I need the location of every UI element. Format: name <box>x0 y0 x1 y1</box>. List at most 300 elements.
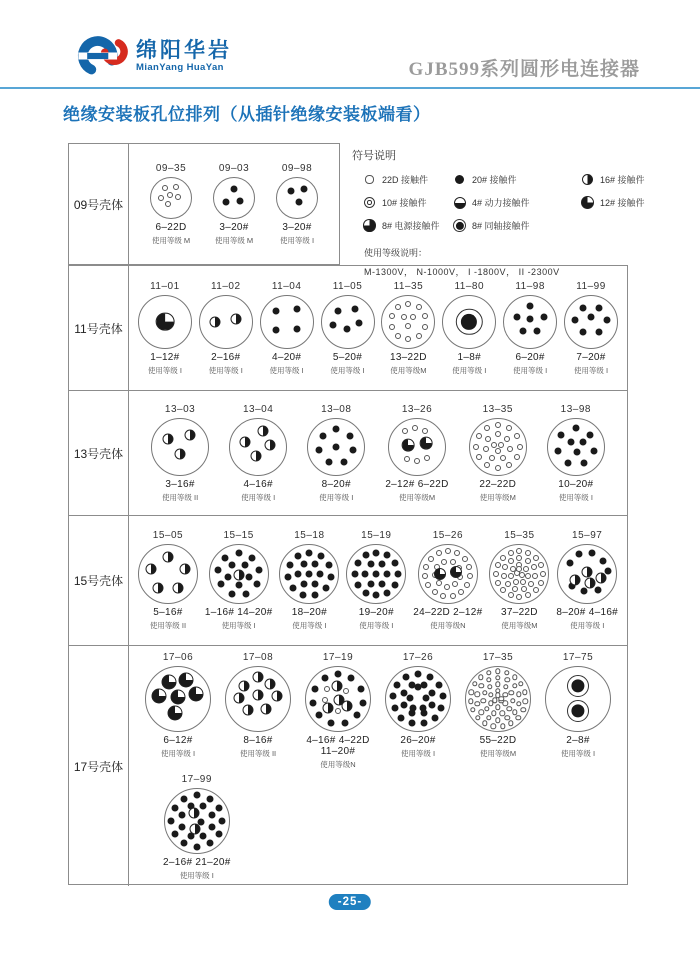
contact-hole-d22 <box>491 710 496 715</box>
connector-arrangement-label: 1–12# <box>150 351 180 363</box>
contact-hole-d22 <box>489 455 495 461</box>
contact-hole-d22 <box>324 686 330 692</box>
contact-hole-p20 <box>513 314 520 321</box>
connector-title: 11–98 <box>515 280 545 292</box>
contact-hole-d22 <box>523 699 528 704</box>
connector-face <box>225 666 291 732</box>
contact-hole-p20 <box>229 562 236 569</box>
contact-hole-p20 <box>294 306 301 313</box>
contact-hole-d22 <box>513 579 519 585</box>
connector-face <box>209 544 269 604</box>
contact-hole-p20 <box>429 689 436 696</box>
company-name-en: MianYang HuaYan <box>136 62 224 73</box>
connector-15-19 <box>346 530 406 631</box>
contact-hole-p20 <box>200 832 207 839</box>
contact-hole-p20 <box>300 561 307 568</box>
contact-hole-p12 <box>167 706 182 721</box>
contact-hole-p12 <box>450 566 462 578</box>
contact-hole-p16 <box>233 570 244 581</box>
connector-grade: 使用等级 I <box>330 365 365 375</box>
contact-hole-d22 <box>441 559 447 565</box>
connector-grade: 使用等级 I <box>269 365 304 375</box>
contact-hole-p20 <box>322 585 329 592</box>
contact-hole-p20 <box>573 449 580 456</box>
connector-arrangement-label: 22–22D <box>479 478 517 490</box>
contact-hole-p20 <box>294 552 301 559</box>
contact-hole-p20 <box>206 840 213 847</box>
contact-hole-p16 <box>570 574 581 585</box>
contact-hole-d22 <box>466 564 472 570</box>
connector-grade: 使用等级 I <box>513 365 548 375</box>
contact-hole-p20 <box>579 439 586 446</box>
contact-hole-p20 <box>587 431 594 438</box>
row-label-text: 13号壳体 <box>73 446 124 461</box>
contact-hole-p20 <box>215 805 222 812</box>
contact-hole-p20 <box>325 562 332 569</box>
legend-item-p10 <box>362 195 452 210</box>
connector-arrangement-label: 4–16# <box>243 478 273 490</box>
connector-11-02 <box>199 281 253 376</box>
contact-hole-d22 <box>540 571 546 577</box>
connector-grade: 使用等级 M <box>214 235 254 245</box>
contact-hole-p20 <box>362 552 369 559</box>
contact-hole-d22 <box>516 701 521 706</box>
connector-title: 17–19 <box>322 652 354 663</box>
contact-hole-d22 <box>528 581 534 587</box>
contact-hole-d22 <box>495 448 501 454</box>
contact-hole-p20 <box>300 591 307 598</box>
connector-face <box>489 544 549 604</box>
contact-hole-p20 <box>373 592 380 599</box>
contact-hole-d22 <box>538 580 544 586</box>
contact-hole-p16 <box>265 440 276 451</box>
contact-hole-p20 <box>407 694 414 701</box>
contact-hole-p20 <box>378 580 385 587</box>
contact-hole-p20 <box>348 675 355 682</box>
contact-hole-d22 <box>538 562 544 568</box>
contact-hole-p16 <box>582 567 593 578</box>
connector-title: 11–02 <box>210 280 241 292</box>
contact-hole-p20 <box>431 714 438 721</box>
connector-face <box>305 666 371 732</box>
contact-hole-p20 <box>273 327 280 334</box>
contact-hole-p12 <box>162 674 177 689</box>
contact-hole-p20 <box>595 304 602 311</box>
contact-hole-p20 <box>346 432 353 439</box>
contact-hole-d22 <box>520 579 526 585</box>
connector-grade: 使用等级 I <box>452 365 487 375</box>
contact-hole-p20 <box>208 811 215 818</box>
contact-hole-p20 <box>223 199 230 206</box>
connector-face <box>465 666 531 732</box>
contact-hole-d22 <box>509 690 514 695</box>
contact-hole-p20 <box>351 571 358 578</box>
connector-17-75 <box>545 652 611 770</box>
connector-grade: 使用等级 I <box>292 621 327 630</box>
contact-hole-p20 <box>527 316 534 323</box>
contact-p16-icon <box>580 172 595 187</box>
connector-grade: 使用等级N <box>320 760 356 769</box>
contact-hole-d22 <box>481 698 486 703</box>
contact-hole-p20 <box>178 812 185 819</box>
contact-hole-d22 <box>389 313 395 319</box>
legend-item-p4 <box>452 195 580 210</box>
contact-hole-d22 <box>533 555 539 561</box>
connector-face <box>503 295 557 349</box>
contact-hole-d22 <box>498 442 504 448</box>
connector-grade: 使用等级 I <box>241 492 276 502</box>
row-label-13 <box>69 391 129 515</box>
contact-hole-p16 <box>180 564 191 575</box>
connector-11-05 <box>321 281 375 376</box>
connector-arrangement-label: 6–20# <box>515 351 545 363</box>
legend-item-p16 <box>580 172 690 187</box>
row-label-text: 17号壳体 <box>73 759 124 774</box>
contact-hole-d22 <box>444 584 450 590</box>
contact-hole-d22 <box>404 456 410 462</box>
contact-hole-d22 <box>458 589 464 595</box>
connector-17-35 <box>465 652 531 770</box>
connector-title: 15–05 <box>152 530 184 541</box>
contact-hole-p20 <box>249 555 256 562</box>
contact-hole-p20 <box>180 795 187 802</box>
connector-face <box>564 295 618 349</box>
connector-arrangement-label: 3–20# <box>219 221 249 233</box>
connector-face <box>381 295 435 349</box>
connector-face <box>138 544 198 604</box>
contact-hole-d22 <box>525 558 531 564</box>
legend-item-d22 <box>362 172 452 187</box>
contact-hole-d22 <box>436 580 442 586</box>
contact-hole-d22 <box>484 425 490 431</box>
contact-hole-p20 <box>225 574 232 581</box>
contact-hole-p20 <box>316 447 323 454</box>
contact-hole-p20 <box>590 447 597 454</box>
contact-hole-p20 <box>595 328 602 335</box>
contact-hole-d22 <box>422 573 428 579</box>
connector-face <box>150 177 192 219</box>
contact-hole-d22 <box>512 683 517 688</box>
row-label-15 <box>69 516 129 645</box>
contact-hole-d22 <box>525 573 531 579</box>
contact-hole-p16 <box>257 425 268 436</box>
contact-hole-d22 <box>495 562 501 568</box>
contact-hole-d22 <box>491 442 497 448</box>
connector-arrangement-label: 8–20# <box>321 478 351 490</box>
contact-hole-p20 <box>581 588 588 595</box>
contact-hole-d22 <box>503 684 508 689</box>
contact-hole-d22 <box>464 582 470 588</box>
legend-item-p20 <box>452 172 580 187</box>
connector-13-08 <box>307 404 365 503</box>
contact-hole-p20 <box>333 426 340 433</box>
contact-hole-p20 <box>576 551 583 558</box>
table-row-shell-13 <box>69 391 627 516</box>
contact-hole-p20 <box>400 702 407 709</box>
legend-item-p8p <box>362 218 452 233</box>
contact-hole-p20 <box>296 198 303 205</box>
table-row-shell-15 <box>69 516 627 646</box>
contact-hole-p20 <box>439 692 446 699</box>
contact-hole-p20 <box>356 319 363 326</box>
contact-hole-p16 <box>585 577 596 588</box>
contact-hole-p16 <box>251 451 262 462</box>
connector-17-08 <box>225 652 291 770</box>
contact-hole-p20 <box>588 314 595 321</box>
row-connectors <box>129 516 627 645</box>
connector-11-35 <box>381 281 435 376</box>
contact-hole-d22 <box>484 706 489 711</box>
contact-hole-d22 <box>476 433 482 439</box>
doc-series-title: GJB599系列圆形电连接器 <box>408 59 640 80</box>
connector-face <box>213 177 255 219</box>
contact-hole-d22 <box>495 675 500 680</box>
connector-arrangement-label: 19–20# <box>358 607 394 618</box>
connector-arrangement-label: 55–22D <box>479 735 517 746</box>
contact-hole-d22 <box>504 670 509 675</box>
contact-p20-glyph <box>455 175 464 184</box>
contact-hole-d22 <box>531 564 537 570</box>
contact-hole-p20 <box>605 568 612 575</box>
connector-grade: 使用等级 I <box>221 621 256 630</box>
contact-hole-p8c <box>456 308 482 334</box>
connector-grade: 使用等级 I <box>160 749 196 758</box>
contact-hole-d22 <box>479 683 484 688</box>
contact-hole-p20 <box>384 571 391 578</box>
contact-hole-p20 <box>342 719 349 726</box>
connector-11-80 <box>442 281 496 376</box>
contact-hole-p20 <box>288 187 295 194</box>
contact-hole-p20 <box>199 803 206 810</box>
contact-hole-p20 <box>310 699 317 706</box>
legend-item-label: 10# 接触件 <box>382 198 427 208</box>
contact-hole-p20 <box>316 712 323 719</box>
table-row-shell-17 <box>69 646 627 886</box>
contact-hole-p16 <box>242 704 253 715</box>
connector-face <box>346 544 406 604</box>
contact-hole-d22 <box>516 692 521 697</box>
contact-hole-p20 <box>219 818 226 825</box>
contact-hole-p20 <box>354 581 361 588</box>
connector-face <box>547 418 605 476</box>
contact-hole-d22 <box>167 192 173 198</box>
connector-title: 13–26 <box>401 403 433 415</box>
connector-15-15 <box>205 530 273 631</box>
connector-arrangement-label: 10–20# <box>558 478 594 490</box>
contact-hole-d22 <box>422 313 428 319</box>
contact-hole-d22 <box>432 589 438 595</box>
connector-arrangement-label: 8–16# <box>243 735 273 746</box>
connector-grade: 使用等级M <box>501 621 538 630</box>
contact-hole-p20 <box>599 557 606 564</box>
contact-hole-p20 <box>179 824 186 831</box>
connector-grade: 使用等级 I <box>319 492 354 502</box>
legend-title: 符号说明 <box>352 150 396 162</box>
contact-hole-p20 <box>208 823 215 830</box>
row-label-17 <box>69 646 129 886</box>
connector-title: 15–19 <box>361 530 392 541</box>
contact-hole-d22 <box>507 446 513 452</box>
contact-hole-p20 <box>193 843 200 850</box>
contact-hole-d22 <box>495 669 500 674</box>
contact-hole-p20 <box>359 699 366 706</box>
contact-hole-d22 <box>516 548 522 554</box>
contact-hole-p16 <box>162 551 173 562</box>
contact-hole-p16 <box>189 807 200 818</box>
contact-hole-d22 <box>499 710 504 715</box>
connector-title: 09–98 <box>281 162 313 174</box>
connector-17-99 <box>163 774 231 881</box>
contact-d22-glyph <box>365 175 373 183</box>
contact-p10-icon <box>362 195 377 210</box>
contact-hole-d22 <box>485 436 491 442</box>
contact-hole-d22 <box>525 592 531 598</box>
contact-hole-d22 <box>487 684 492 689</box>
contact-hole-d22 <box>508 720 513 725</box>
contact-hole-d22 <box>505 581 511 587</box>
connector-title: 15–26 <box>432 530 464 541</box>
connector-title: 17–06 <box>162 652 194 663</box>
shell-09-connectors <box>129 144 339 264</box>
contact-hole-d22 <box>486 715 491 720</box>
contact-hole-p20 <box>168 818 175 825</box>
connector-arrangement-label-2: 11–20# <box>320 746 356 757</box>
contact-hole-p20 <box>415 684 422 691</box>
connector-title: 15–97 <box>572 530 603 541</box>
contact-hole-p16 <box>153 582 164 593</box>
legend-item-label: 8# 电源接触件 <box>382 221 440 231</box>
contact-hole-p20 <box>438 704 445 711</box>
contact-hole-d22 <box>343 688 349 694</box>
contact-hole-d22 <box>158 195 164 201</box>
contact-hole-d22 <box>516 594 522 600</box>
connector-arrangement-label: 3–16# <box>165 478 195 490</box>
contact-hole-d22 <box>522 690 527 695</box>
contact-hole-d22 <box>533 587 539 593</box>
connector-title: 09–35 <box>155 162 187 174</box>
contact-hole-d22 <box>422 428 428 434</box>
connector-arrangement-label: 6–12# <box>163 735 193 746</box>
contact-hole-p20 <box>391 704 398 711</box>
contact-hole-p12 <box>402 439 415 452</box>
connector-title: 09–03 <box>218 162 250 174</box>
contact-hole-p20 <box>242 590 249 597</box>
contact-hole-d22 <box>495 705 500 710</box>
contact-hole-p20 <box>398 714 405 721</box>
contact-hole-p20 <box>420 720 427 727</box>
connector-arrangement-label: 5–20# <box>332 351 363 363</box>
connector-face <box>307 418 365 476</box>
connector-title: 17–75 <box>562 652 594 663</box>
contact-hole-p20 <box>317 571 324 578</box>
connector-grade: 使用等级M <box>398 492 436 502</box>
connector-arrangement-label: 3–20# <box>282 221 312 233</box>
contact-hole-d22 <box>523 566 529 572</box>
connector-13-35 <box>469 404 527 503</box>
connector-line-2 <box>131 774 625 881</box>
coax-pin <box>455 221 463 229</box>
connector-arrangement-label: 18–20# <box>291 607 327 618</box>
contact-hole-d22 <box>424 455 430 461</box>
contact-hole-d22 <box>469 690 474 695</box>
connector-grade: 使用等级 II <box>149 621 187 630</box>
contact-hole-p20 <box>312 591 319 598</box>
contact-hole-d22 <box>516 566 522 572</box>
contact-hole-p12 <box>171 690 186 705</box>
contact-hole-d22 <box>402 428 408 434</box>
contact-hole-p16 <box>172 582 183 593</box>
contact-hole-d22 <box>495 682 500 687</box>
contact-hole-d22 <box>502 564 508 570</box>
contact-hole-p20 <box>384 589 391 596</box>
contact-hole-p12 <box>179 672 194 687</box>
contact-hole-p20 <box>527 302 534 309</box>
contact-hole-p16 <box>163 433 174 444</box>
connector-title: 15–35 <box>504 530 535 541</box>
contact-hole-p20 <box>327 719 334 726</box>
contact-hole-p20 <box>351 306 358 313</box>
contact-hole-p20 <box>286 562 293 569</box>
contact-p8c-icon <box>452 218 467 233</box>
contact-hole-d22 <box>467 573 473 579</box>
connector-title: 11–05 <box>332 280 363 292</box>
connector-grade: 使用等级 I <box>208 365 243 375</box>
contact-hole-d22 <box>162 185 168 191</box>
contact-hole-p16 <box>261 704 272 715</box>
legend-item-label: 12# 接触件 <box>600 198 645 208</box>
connector-face <box>388 418 446 476</box>
contact-hole-p20 <box>334 307 341 314</box>
contact-hole-p16 <box>240 437 251 448</box>
contact-hole-d22 <box>521 586 527 592</box>
contact-hole-p20 <box>373 571 380 578</box>
contact-hole-d22 <box>532 573 538 579</box>
connector-grade: 使用等级N <box>430 621 466 630</box>
contact-hole-p20 <box>290 585 297 592</box>
contact-hole-p16 <box>238 681 249 692</box>
contact-hole-p20 <box>253 581 260 588</box>
contact-hole-d22 <box>500 455 506 461</box>
contact-p20-icon <box>452 172 467 187</box>
connector-face <box>279 544 339 604</box>
contact-hole-p20 <box>391 581 398 588</box>
contact-hole-p16 <box>253 671 264 682</box>
contact-hole-p20 <box>540 314 547 321</box>
connector-grade: 使用等级 I <box>400 749 436 758</box>
contact-hole-p20 <box>327 574 334 581</box>
contact-hole-p20 <box>519 328 526 335</box>
contact-hole-p20 <box>378 561 385 568</box>
contact-hole-d22 <box>450 559 456 565</box>
contact-hole-d22 <box>483 446 489 452</box>
contact-hole-p20 <box>228 590 235 597</box>
contact-hole-p20 <box>554 447 561 454</box>
contact-hole-p16 <box>233 692 244 703</box>
contact-hole-p20 <box>362 571 369 578</box>
connector-face <box>557 544 617 604</box>
contact-hole-d22 <box>508 550 514 556</box>
contact-hole-p20 <box>580 328 587 335</box>
row-label-text: 15号壳体 <box>73 574 124 588</box>
connector-title: 11–01 <box>150 280 180 292</box>
connector-15-35 <box>489 530 549 631</box>
contact-hole-d22 <box>479 709 484 714</box>
contact-hole-p16 <box>271 691 282 702</box>
connector-15-05 <box>138 530 198 631</box>
contact-hole-d22 <box>475 701 480 706</box>
contact-hole-d22 <box>514 454 520 460</box>
connector-17-06 <box>145 652 211 770</box>
